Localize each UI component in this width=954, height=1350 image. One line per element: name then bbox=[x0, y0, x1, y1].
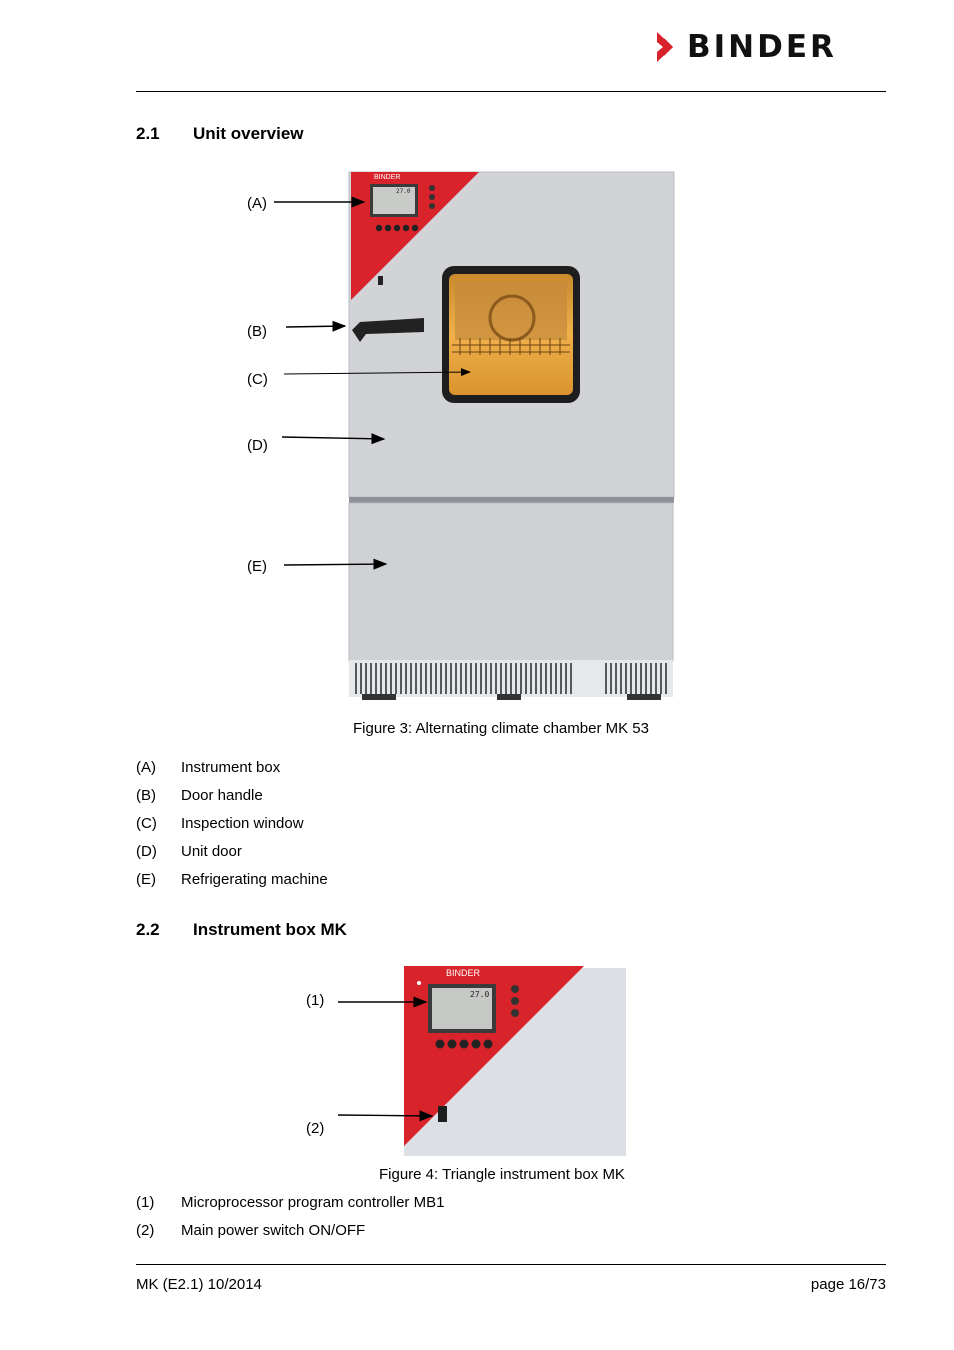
brand-name: BINDER bbox=[687, 29, 837, 65]
callout-b: (B) bbox=[247, 323, 267, 340]
section-number: 2.2 bbox=[136, 920, 160, 939]
legend-label: Inspection window bbox=[181, 815, 304, 832]
legend-label: Main power switch ON/OFF bbox=[181, 1222, 366, 1239]
section-number: 2.1 bbox=[136, 124, 160, 143]
refrigerating-machine-panel bbox=[349, 503, 673, 661]
footer-rule bbox=[136, 1264, 886, 1265]
figure-instrument-box bbox=[300, 960, 640, 1165]
callout-1: (1) bbox=[306, 992, 325, 1009]
main-power-switch bbox=[438, 1106, 447, 1122]
legend-key: (C) bbox=[136, 815, 157, 832]
figure-3-caption: Figure 3: Alternating climate chamber MK 53 bbox=[353, 720, 649, 737]
footer-page-number: page 16/73 bbox=[810, 1276, 886, 1293]
legend-key: (E) bbox=[136, 871, 156, 888]
callout-a: (A) bbox=[247, 195, 267, 212]
legend-label: Microprocessor program controller MB1 bbox=[181, 1194, 445, 1211]
legend-key: (D) bbox=[136, 843, 157, 860]
section-title: Unit overview bbox=[193, 124, 304, 143]
figure-climate-chamber bbox=[230, 160, 690, 705]
logo-chevron-icon bbox=[655, 30, 681, 64]
footer-doc-id: MK (E2.1) 10/2014 bbox=[136, 1276, 262, 1293]
callout-e: (E) bbox=[247, 558, 267, 575]
legend-key: (2) bbox=[136, 1222, 155, 1239]
legend-key: (B) bbox=[136, 787, 156, 804]
section-title: Instrument box MK bbox=[193, 920, 347, 939]
legend-label: Unit door bbox=[181, 843, 242, 860]
callout-2: (2) bbox=[306, 1120, 325, 1137]
controller-reading: 27.0 bbox=[396, 188, 411, 195]
legend-label: Refrigerating machine bbox=[181, 871, 328, 888]
legend-key: (A) bbox=[136, 759, 156, 776]
legend-label: Instrument box bbox=[181, 759, 281, 776]
header-rule bbox=[136, 91, 886, 92]
brand-logo bbox=[655, 30, 837, 64]
legend-key: (1) bbox=[136, 1194, 155, 1211]
callout-c: (C) bbox=[247, 371, 268, 388]
controller-reading: 27.0 bbox=[470, 990, 490, 999]
legend-label: Door handle bbox=[181, 787, 263, 804]
controller-brand-label: BINDER bbox=[374, 174, 401, 181]
figure-4-caption: Figure 4: Triangle instrument box MK bbox=[379, 1166, 625, 1183]
controller-brand-label: BINDER bbox=[446, 968, 481, 978]
callout-d: (D) bbox=[247, 437, 268, 454]
